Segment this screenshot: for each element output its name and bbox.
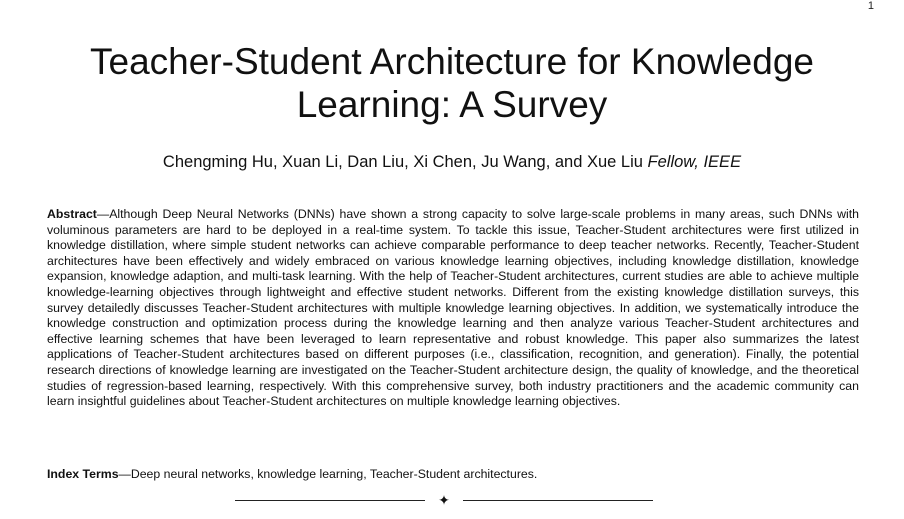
divider-diamond-icon: ✦ <box>438 492 450 508</box>
author-fellow-title: Fellow, IEEE <box>647 153 742 171</box>
abstract-label: Abstract <box>47 207 97 221</box>
author-names: Chengming Hu, Xuan Li, Dan Liu, Xi Chen, Ju Wang, and Xue Liu <box>162 153 643 171</box>
index-terms-text: —Deep neural networks, knowledge learning, Teacher-Student architectures. <box>118 467 538 481</box>
index-terms-label: Index Terms <box>47 467 119 481</box>
abstract <box>47 207 859 410</box>
index-terms <box>47 467 859 483</box>
divider-line-left <box>235 500 425 501</box>
author-list <box>0 153 904 172</box>
page-number: 1 <box>867 0 874 12</box>
abstract-text: —Although Deep Neural Networks (DNNs) have shown a strong capacity to solve large-scale problems in many areas, such DNNs with voluminous parameters are hard to be deployed in a real-time system. To tackle this issue, Teacher-Student architectures were first utilized in knowledge distillation, where simple student networks can achieve comparable performance to deep teacher networks. Recently, Teacher-Student architectures have been effectively and widely embraced on various knowledge learning objectives, including knowledge distillation, knowledge expansion, knowledge adaption, and multi-task learning. With the help of Teacher-Student architectures, current studies are able to achieve multiple knowledge-learning objectives through lightweight and effective student networks. Different from the existing knowledge distillation surveys, this survey detailedly discusses Teacher-Student architectures with multiple knowledge learning objectives. In addition, we systematically introduce the knowledge construction and optimization process during the knowledge learning and then analyze various Teacher-Student architectures and effective learning schemes that have been leveraged to learn representative and robust knowledge. This paper also summarizes the latest applications of Teacher-Student architectures based on different purposes (i.e., classification, recognition, and generation). Finally, the potential research directions of knowledge learning are investigated on the Teacher-Student architecture design, the quality of knowledge, and the theoretical studies of regression-based learning, respectively. With this comprehensive survey, both industry practitioners and the academic community can learn insightful guidelines about Teacher-Student architectures on multiple knowledge learning objectives. <box>47 207 859 409</box>
divider-line-right <box>463 500 653 501</box>
paper-title: Teacher-Student Architecture for Knowledge Learning: A Survey <box>90 41 814 125</box>
section-divider <box>235 492 653 508</box>
